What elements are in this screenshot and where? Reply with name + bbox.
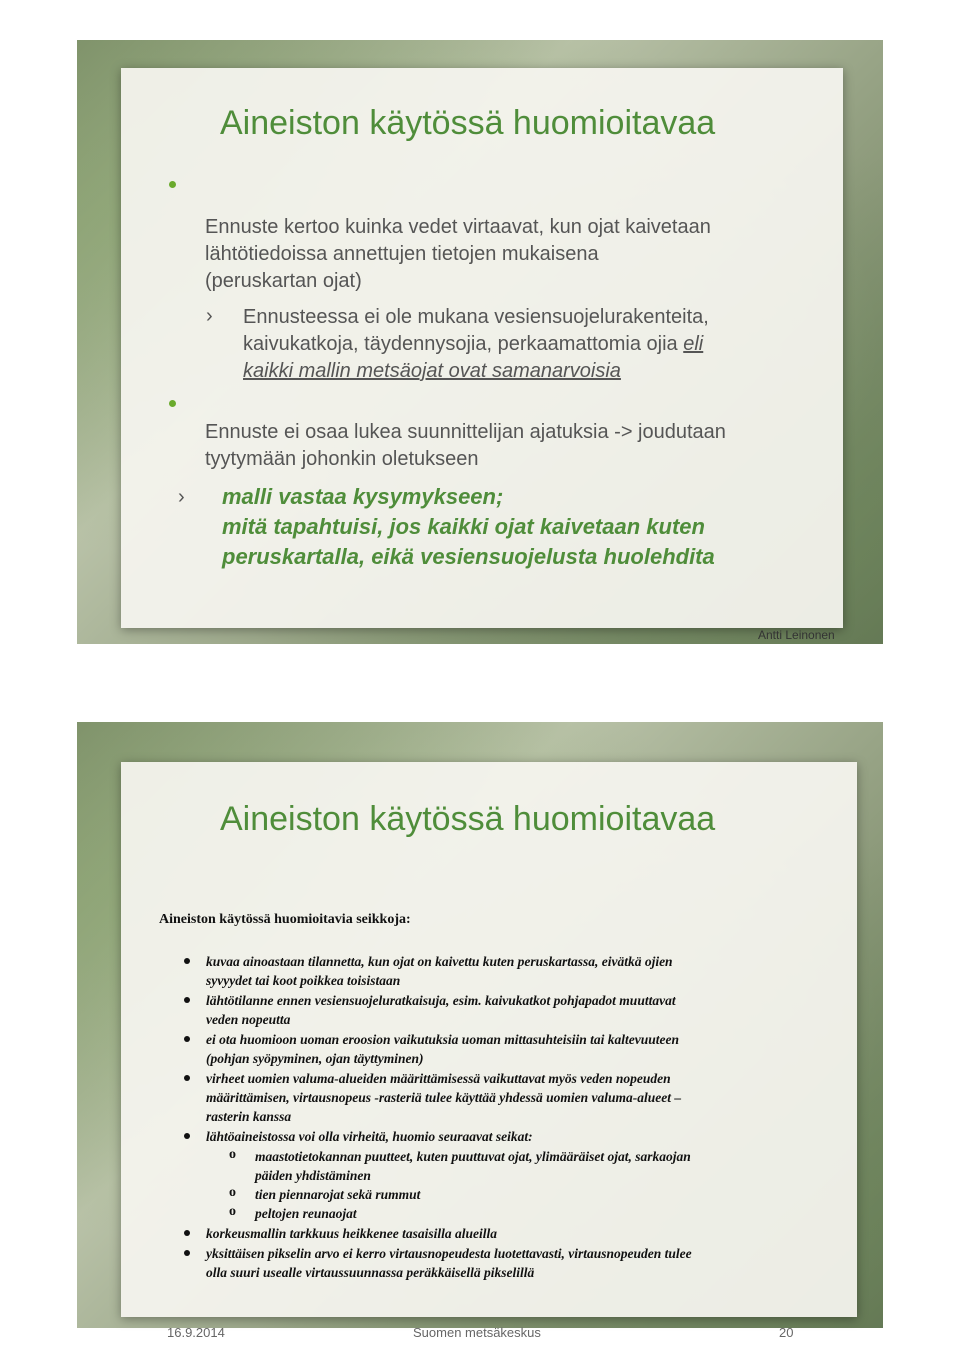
text-line: peruskartalla, eikä vesiensuojelusta huolehdita [222, 544, 715, 569]
footer-organization: Suomen metsäkeskus [413, 1325, 541, 1340]
list-item-line: määrittämisen, virtausnopeus -rasteriä tulee käyttää yhdessä uomien valuma-alueet – [206, 1090, 682, 1105]
slide-1-content-card [121, 68, 843, 642]
text-line: Ennuste kertoo kuinka vedet virtaavat, kun ojat kaivetaan [205, 216, 711, 238]
text-line: (peruskartan ojat) [205, 270, 362, 292]
sub-item-line: tien piennarojat sekä rummut [255, 1187, 421, 1202]
slide-1-bullet-2 [205, 419, 726, 473]
text-line: malli vastaa kysymykseen; [222, 484, 504, 509]
text-line: Ennuste ei osaa lukea suunnittelijan ajatuksia -> joudutaan [205, 421, 726, 443]
list-item-line: veden nopeutta [206, 1012, 291, 1027]
bullet-icon [184, 1250, 190, 1256]
footer-date: 16.9.2014 [167, 1325, 225, 1340]
list-item-line: lähtötilanne ennen vesiensuojeluratkaisuja, esim. kaivukatkot pohjapadot muuttavat [206, 993, 676, 1008]
list-item-line: rasterin kanssa [206, 1109, 292, 1124]
slide-2-title: Aineiston käytössä huomioitavaa [220, 800, 716, 838]
text-line: lähtötiedoissa annettujen tietojen mukaisena [205, 243, 599, 265]
slide-2 [77, 722, 883, 1340]
text-line: mitä tapahtuisi, jos kaikki ojat kaivetaan kuten [222, 514, 705, 539]
author-label: Antti Leinonen [758, 628, 835, 642]
bullet-icon [184, 997, 190, 1003]
bullet-icon [184, 958, 190, 964]
slide-1-emphasis [222, 482, 715, 572]
bullet-icon [184, 1036, 190, 1042]
bullet-icon [169, 181, 176, 188]
list-item-line: syvyydet tai koot poikkea toisistaan [206, 973, 401, 988]
sub-item-line: peltojen reunaojat [255, 1206, 357, 1221]
sub-item-line: päiden yhdistäminen [255, 1168, 371, 1183]
list-item-line: kuvaa ainoastaan tilannetta, kun ojat on kaivettu kuten peruskartassa, eivätkä ojien [206, 954, 673, 969]
list-item-line: virheet uomien valuma-alueiden määrittämisessä vaikuttavat myös veden nopeuden [206, 1071, 671, 1086]
text-line [243, 331, 709, 358]
list-item-line: (pohjan syöpyminen, ojan täyttyminen) [206, 1051, 424, 1066]
list-item-line: lähtöaineistossa voi olla virheitä, huomio seuraavat seikat: [206, 1129, 533, 1144]
text-line: tyytymään johonkin oletukseen [205, 448, 479, 470]
sub-bullet-marker: o [229, 1204, 236, 1219]
bullet-icon [184, 1133, 190, 1139]
bullet-icon [184, 1075, 190, 1081]
text-segment: kaivukatkoja, täydennysojia, perkaamattomia ojia [243, 333, 684, 355]
slide-1-title: Aineiston käytössä huomioitavaa [220, 104, 716, 142]
bullet-icon [169, 400, 176, 407]
text-segment: eli [683, 333, 704, 355]
list-item-line: korkeusmallin tarkkuus heikkenee tasaisilla alueilla [206, 1226, 498, 1241]
slide-1-sub-bullet [243, 304, 709, 385]
sub-bullet-marker: o [229, 1147, 236, 1162]
text-line: kaikki mallin metsäojat ovat samanarvoisia [243, 360, 621, 382]
list-item-line: ei ota huomioon uoman eroosion vaikutuksia uoman mittasuhteisiin tai kaltevuuteen [206, 1032, 679, 1047]
chevron-right-icon: › [206, 305, 213, 327]
footer-page-number: 20 [779, 1325, 794, 1340]
slide-1-bullet-1 [205, 214, 711, 295]
sub-bullet-marker: o [229, 1185, 236, 1200]
list-item-line: yksittäisen pikselin arvo ei kerro virtausnopeudesta luotettavasti, virtausnopeuden tulee [206, 1246, 692, 1261]
slide-2-content-card [121, 762, 857, 1340]
list-item-line: olla suuri usealle virtaussuunnassa peräkkäisellä pikselillä [206, 1265, 535, 1280]
chevron-right-icon: › [178, 486, 185, 508]
slide-1 [77, 40, 883, 644]
bullet-icon [184, 1230, 190, 1236]
sub-item-line: maastotietokannan puutteet, kuten puuttuvat ojat, ylimääräiset ojat, sarkaojan [255, 1149, 691, 1164]
slide-2-heading: Aineiston käytössä huomioitavia seikkoja: [159, 912, 411, 927]
text-line: Ennusteessa ei ole mukana vesiensuojelurakenteita, [243, 306, 709, 328]
